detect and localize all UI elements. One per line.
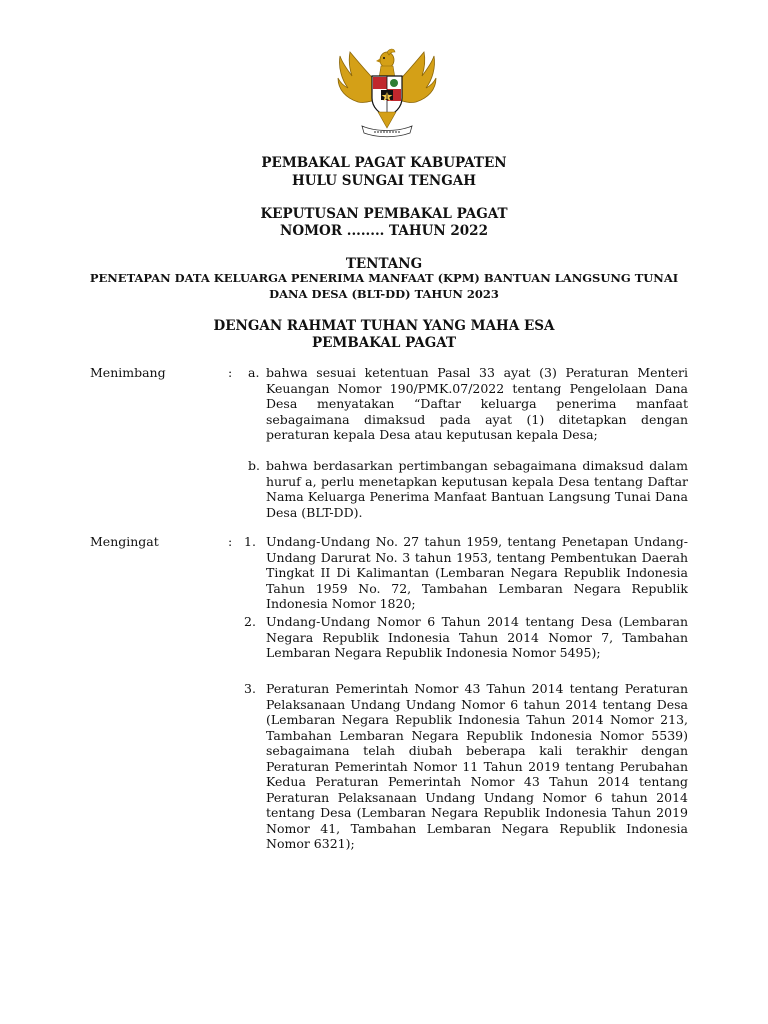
- decree-title: KEPUTUSAN PEMBAKAL PAGAT: [260, 206, 508, 222]
- grace-line1: DENGAN RAHMAT TUHAN YANG MAHA ESA: [213, 318, 555, 334]
- menimbang-item-a-marker: a.: [248, 365, 260, 380]
- mengingat-label: Mengingat: [90, 534, 159, 549]
- mengingat-item-1-text: Undang-Undang No. 27 tahun 1959, tentang Penetapan Undang-Undang Darurat No. 3 tahun 1953, tentang Pembentukan Daerah Tingkat II Di Kalimantan (Lembaran Negara Republik Indonesia Tahun 1959 No. 72, Tambahan Lembaran Negara Republik Indonesia Nomor 1820;: [266, 534, 688, 611]
- mengingat-item-3-text: Peraturan Pemerintah Nomor 43 Tahun 2014 tentang Peraturan Pelaksanaan Undang Undang Nomor 6 tahun 2014 tentang Desa (Lembaran Negara Republik Indonesia Tahun 2014 Nomor 213, Tambahan Lembaran Negara Republik Indonesia Nomor 5539) sebagaimana telah diubah beberapa kali terakhir dengan Peraturan Pemerintah Nomor 11 Tahun 2019 tentang Perubahan Kedua Peraturan Pemerintah Nomor 43 Tahun 2014 tentang Peraturan Pelaksanaan Undang Undang Nomor 6 tahun 2014 tentang Desa (Lembaran Negara Republik Indonesia Tahun 2019 Nomor 41, Tambahan Lembaran Negara Republik Indonesia Nomor 6321);: [266, 681, 688, 851]
- subject-line1: PENETAPAN DATA KELUARGA PENERIMA MANFAAT (KPM) BANTUAN LANGSUNG TUNAI: [89, 271, 679, 285]
- subject-line2: DANA DESA (BLT-DD) TAHUN 2023: [269, 287, 499, 301]
- about-heading: TENTANG: [345, 256, 423, 272]
- mengingat-item-2-text: Undang-Undang Nomor 6 Tahun 2014 tentang Desa (Lembaran Negara Republik Indonesia Tahun 2014 Nomor 7, Tambahan Lembaran Negara Republik Indonesia Nomor 5495);: [266, 614, 688, 660]
- grace-line2: PEMBAKAL PAGAT: [311, 335, 457, 351]
- mengingat-item-1-marker: 1.: [244, 534, 256, 549]
- menimbang-label: Menimbang: [90, 365, 166, 380]
- mengingat-colon: :: [228, 534, 233, 549]
- mengingat-item-3-marker: 3.: [244, 681, 256, 696]
- regent-title-line1: PEMBAKAL PAGAT KABUPATEN: [261, 155, 507, 171]
- regent-title-line2: HULU SUNGAI TENGAH: [291, 173, 477, 189]
- decree-number: NOMOR ........ TAHUN 2022: [280, 223, 488, 239]
- mengingat-item-2-marker: 2.: [244, 614, 256, 629]
- menimbang-item-b-marker: b.: [248, 458, 260, 473]
- garuda-emblem-icon: [332, 38, 442, 138]
- menimbang-item-b-text: bahwa berdasarkan pertimbangan sebagaimana dimaksud dalam huruf a, perlu menetapkan keputusan kepala Desa tentang Daftar Nama Keluarga Penerima Manfaat Bantuan Langsung Tunai Dana Desa (BLT-DD).: [266, 458, 688, 520]
- menimbang-item-a-text: bahwa sesuai ketentuan Pasal 33 ayat (3) Peraturan Menteri Keuangan Nomor 190/PMK.07/2022 tentang Pengelolaan Dana Desa menyatakan “Daftar keluarga penerima manfaat sebagaimana dimaksud pada ayat (1) ditetapkan dengan peraturan kepala Desa atau keputusan kepala Desa;: [266, 365, 688, 442]
- menimbang-colon: :: [228, 365, 233, 380]
